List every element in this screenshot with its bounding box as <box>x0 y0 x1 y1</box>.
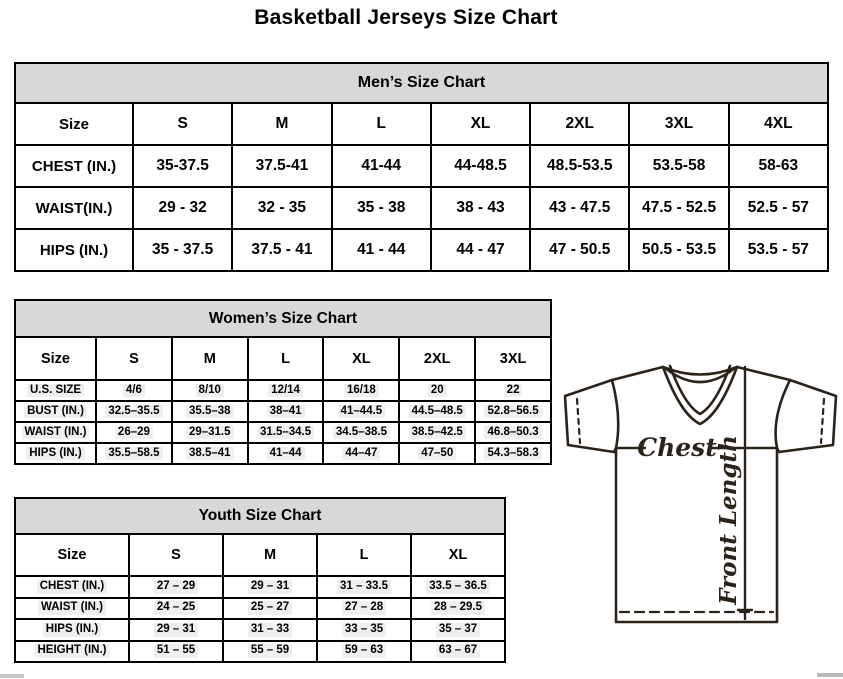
cell-text: 35.5–58.5 <box>105 447 162 461</box>
cell-text: 35 - 37.5 <box>152 241 214 258</box>
cell-text: 41–44 <box>267 447 305 461</box>
column-header <box>431 103 530 145</box>
value-cell <box>129 619 223 641</box>
value-cell <box>223 576 317 598</box>
youth-size-chart-section <box>14 497 506 663</box>
row-label <box>15 229 133 271</box>
column-header <box>129 534 223 576</box>
cell-text: HIPS (IN.) <box>39 241 109 259</box>
size-corner-label <box>15 534 129 576</box>
value-cell <box>232 145 331 187</box>
table-row <box>15 229 828 271</box>
cell-text: 22 <box>504 384 523 398</box>
cell-text: XL <box>352 350 371 367</box>
table-row <box>15 576 505 598</box>
cell-text: 37.5-41 <box>255 157 309 174</box>
value-cell <box>96 401 172 422</box>
column-header <box>729 103 828 145</box>
value-cell <box>232 187 331 229</box>
column-header <box>530 103 629 145</box>
value-cell <box>232 229 331 271</box>
value-cell <box>475 443 551 464</box>
cell-text: 3XL <box>664 115 694 132</box>
value-cell <box>317 641 411 663</box>
cell-text: 31 – 33 <box>248 623 292 637</box>
value-cell <box>729 229 828 271</box>
jersey-outline <box>565 367 836 622</box>
cell-text: 33.5 – 36.5 <box>426 580 490 594</box>
cell-text: M <box>275 115 289 132</box>
row-label <box>15 619 129 641</box>
cell-text: 31.5–34.5 <box>257 426 314 440</box>
value-cell <box>323 401 399 422</box>
chest-label: Chest <box>637 433 717 462</box>
cell-text: 29 – 31 <box>248 580 292 594</box>
table-row <box>15 145 828 187</box>
row-label <box>15 443 96 464</box>
cell-text: 44 - 47 <box>456 241 505 258</box>
value-cell <box>129 576 223 598</box>
cell-text: 8/10 <box>196 384 224 398</box>
row-label <box>15 145 133 187</box>
cell-text: M <box>203 350 216 367</box>
cell-text: 26–29 <box>115 426 153 440</box>
cell-text: 52.8–56.5 <box>484 405 541 419</box>
value-cell <box>629 187 728 229</box>
cell-text: WAIST(IN.) <box>35 199 113 217</box>
column-header <box>332 103 431 145</box>
cell-text: 41–44.5 <box>338 405 386 419</box>
row-label <box>15 422 96 443</box>
front-length-label: Front Length <box>715 435 742 605</box>
value-cell <box>129 641 223 663</box>
cell-text: Size <box>58 115 89 133</box>
row-label <box>15 641 129 663</box>
column-header <box>317 534 411 576</box>
value-cell <box>323 422 399 443</box>
cell-text: 29 - 32 <box>158 199 207 216</box>
value-cell <box>223 619 317 641</box>
cell-text: 35 - 38 <box>357 199 406 216</box>
value-cell <box>133 145 232 187</box>
cell-text: 53.5-58 <box>652 157 706 174</box>
value-cell <box>729 187 828 229</box>
value-cell <box>172 443 248 464</box>
table-row <box>15 598 505 620</box>
value-cell <box>223 641 317 663</box>
value-cell <box>317 598 411 620</box>
cell-text: 35 – 37 <box>436 623 480 637</box>
cell-text: 47–50 <box>418 447 456 461</box>
cell-text: BUST (IN.) <box>24 405 87 419</box>
cell-text: S <box>129 350 139 367</box>
size-header-row <box>15 337 551 380</box>
value-cell <box>431 229 530 271</box>
value-cell <box>411 641 505 663</box>
mens-chart-title: Men’s Size Chart <box>14 62 829 102</box>
cell-text: 47.5 - 52.5 <box>641 199 717 216</box>
value-cell <box>248 401 324 422</box>
value-cell <box>96 380 172 401</box>
value-cell <box>475 422 551 443</box>
cell-text: 12/14 <box>268 384 303 398</box>
cell-text: 54.3–58.3 <box>484 447 541 461</box>
value-cell <box>332 229 431 271</box>
cell-text: 29 – 31 <box>154 623 198 637</box>
cell-text: 43 - 47.5 <box>549 199 611 216</box>
youth-chart-title: Youth Size Chart <box>14 497 506 533</box>
value-cell <box>530 145 629 187</box>
cell-text: 44–47 <box>342 447 380 461</box>
cell-text: 3XL <box>499 350 527 367</box>
cell-text: 32.5–35.5 <box>105 405 162 419</box>
value-cell <box>411 619 505 641</box>
cell-text: CHEST (IN.) <box>37 580 108 594</box>
value-cell <box>475 401 551 422</box>
cell-text: Size <box>57 547 87 563</box>
value-cell <box>96 422 172 443</box>
scrollbar-left-nub[interactable] <box>0 674 24 678</box>
cell-text: 38.5–41 <box>186 447 234 461</box>
table-row <box>15 422 551 443</box>
cell-text: 52.5 - 57 <box>747 199 809 216</box>
column-header <box>323 337 399 380</box>
womens-chart-title: Women’s Size Chart <box>14 299 552 336</box>
cell-text: 55 – 59 <box>248 644 292 658</box>
table-row <box>15 443 551 464</box>
value-cell <box>317 576 411 598</box>
cell-text: WAIST (IN.) <box>38 601 106 615</box>
cell-text: S <box>171 547 181 563</box>
scrollbar-right-nub[interactable] <box>817 673 843 677</box>
cell-text: 38.5–42.5 <box>409 426 466 440</box>
cell-text: 41 - 44 <box>357 241 406 258</box>
value-cell <box>332 145 431 187</box>
cell-text: 46.8–50.3 <box>484 426 541 440</box>
cell-text: L <box>359 547 369 563</box>
cell-text: 48.5-53.5 <box>547 157 613 174</box>
cell-text: 53.5 - 57 <box>747 241 809 258</box>
cell-text: 38 - 43 <box>456 199 505 216</box>
value-cell <box>399 422 475 443</box>
cell-text: 31 – 33.5 <box>337 580 391 594</box>
womens-size-table <box>14 336 552 465</box>
value-cell <box>530 229 629 271</box>
value-cell <box>133 187 232 229</box>
cell-text: L <box>376 115 386 132</box>
column-header <box>223 534 317 576</box>
column-header <box>172 337 248 380</box>
cell-text: L <box>281 350 290 367</box>
cell-text: XL <box>448 547 468 563</box>
column-header <box>96 337 172 380</box>
cell-text: 58-63 <box>758 157 799 174</box>
cell-text: 20 <box>428 384 447 398</box>
value-cell <box>411 598 505 620</box>
mens-size-chart-section <box>14 62 829 272</box>
table-row <box>15 641 505 663</box>
youth-size-table <box>14 533 506 663</box>
cell-text: HIPS (IN.) <box>43 623 101 637</box>
cell-text: 44-48.5 <box>454 157 507 174</box>
column-header <box>629 103 728 145</box>
column-header <box>411 534 505 576</box>
cell-text: 28 – 29.5 <box>431 601 485 615</box>
column-header <box>248 337 324 380</box>
value-cell <box>248 443 324 464</box>
cell-text: S <box>177 115 188 132</box>
cell-text: 59 – 63 <box>342 644 386 658</box>
value-cell <box>399 401 475 422</box>
table-row <box>15 619 505 641</box>
cell-text: 51 – 55 <box>154 644 198 658</box>
table-row <box>15 380 551 401</box>
size-header-row <box>15 534 505 576</box>
row-label <box>15 576 129 598</box>
value-cell <box>96 443 172 464</box>
table-row <box>15 187 828 229</box>
value-cell <box>172 380 248 401</box>
value-cell <box>399 380 475 401</box>
cell-text: 44.5–48.5 <box>409 405 466 419</box>
cell-text: 4/6 <box>123 384 145 398</box>
cell-text: 16/18 <box>344 384 379 398</box>
value-cell <box>411 576 505 598</box>
cell-text: 27 – 29 <box>154 580 198 594</box>
cell-text: 47 - 50.5 <box>549 241 611 258</box>
cell-text: 24 – 25 <box>154 601 198 615</box>
cell-text: 33 – 35 <box>342 623 386 637</box>
row-label <box>15 401 96 422</box>
cell-text: HEIGHT (IN.) <box>35 644 110 658</box>
cell-text: 35.5–38 <box>186 405 234 419</box>
cell-text: 2XL <box>423 350 451 367</box>
cell-text: 25 – 27 <box>248 601 292 615</box>
cell-text: CHEST (IN.) <box>31 157 117 175</box>
value-cell <box>431 187 530 229</box>
size-corner-label <box>15 337 96 380</box>
value-cell <box>317 619 411 641</box>
value-cell <box>332 187 431 229</box>
cell-text: 35-37.5 <box>156 157 209 174</box>
value-cell <box>729 145 828 187</box>
cell-text: 63 – 67 <box>436 644 480 658</box>
row-label <box>15 380 96 401</box>
cell-text: M <box>263 547 277 563</box>
table-row <box>15 401 551 422</box>
column-header <box>133 103 232 145</box>
value-cell <box>172 422 248 443</box>
cell-text: HIPS (IN.) <box>26 447 84 461</box>
cell-text: 2XL <box>565 115 594 132</box>
cell-text: 37.5 - 41 <box>251 241 313 258</box>
value-cell <box>629 145 728 187</box>
jersey-measurement-diagram <box>556 355 843 630</box>
cell-text: 41-44 <box>361 157 402 174</box>
size-header-row <box>15 103 828 145</box>
column-header <box>399 337 475 380</box>
value-cell <box>248 380 324 401</box>
value-cell <box>223 598 317 620</box>
row-label <box>15 187 133 229</box>
womens-size-chart-section <box>14 299 552 465</box>
value-cell <box>530 187 629 229</box>
value-cell <box>323 443 399 464</box>
value-cell <box>133 229 232 271</box>
cell-text: 38–41 <box>267 405 305 419</box>
cell-text: WAIST (IN.) <box>22 426 90 440</box>
column-header <box>475 337 551 380</box>
value-cell <box>129 598 223 620</box>
cell-text: U.S. SIZE <box>27 384 84 398</box>
value-cell <box>323 380 399 401</box>
cell-text: XL <box>470 115 491 132</box>
value-cell <box>172 401 248 422</box>
value-cell <box>431 145 530 187</box>
page-title: Basketball Jerseys Size Chart <box>254 6 558 29</box>
cell-text: 34.5–38.5 <box>333 426 390 440</box>
value-cell <box>629 229 728 271</box>
column-header <box>232 103 331 145</box>
cell-text: 4XL <box>764 115 793 132</box>
value-cell <box>248 422 324 443</box>
row-label <box>15 598 129 620</box>
cell-text: 29–31.5 <box>186 426 234 440</box>
value-cell <box>399 443 475 464</box>
cell-text: 50.5 - 53.5 <box>641 241 717 258</box>
value-cell <box>475 380 551 401</box>
size-corner-label <box>15 103 133 145</box>
mens-size-table <box>14 102 829 272</box>
cell-text: 27 – 28 <box>342 601 386 615</box>
cell-text: Size <box>40 350 70 367</box>
cell-text: 32 - 35 <box>257 199 307 216</box>
